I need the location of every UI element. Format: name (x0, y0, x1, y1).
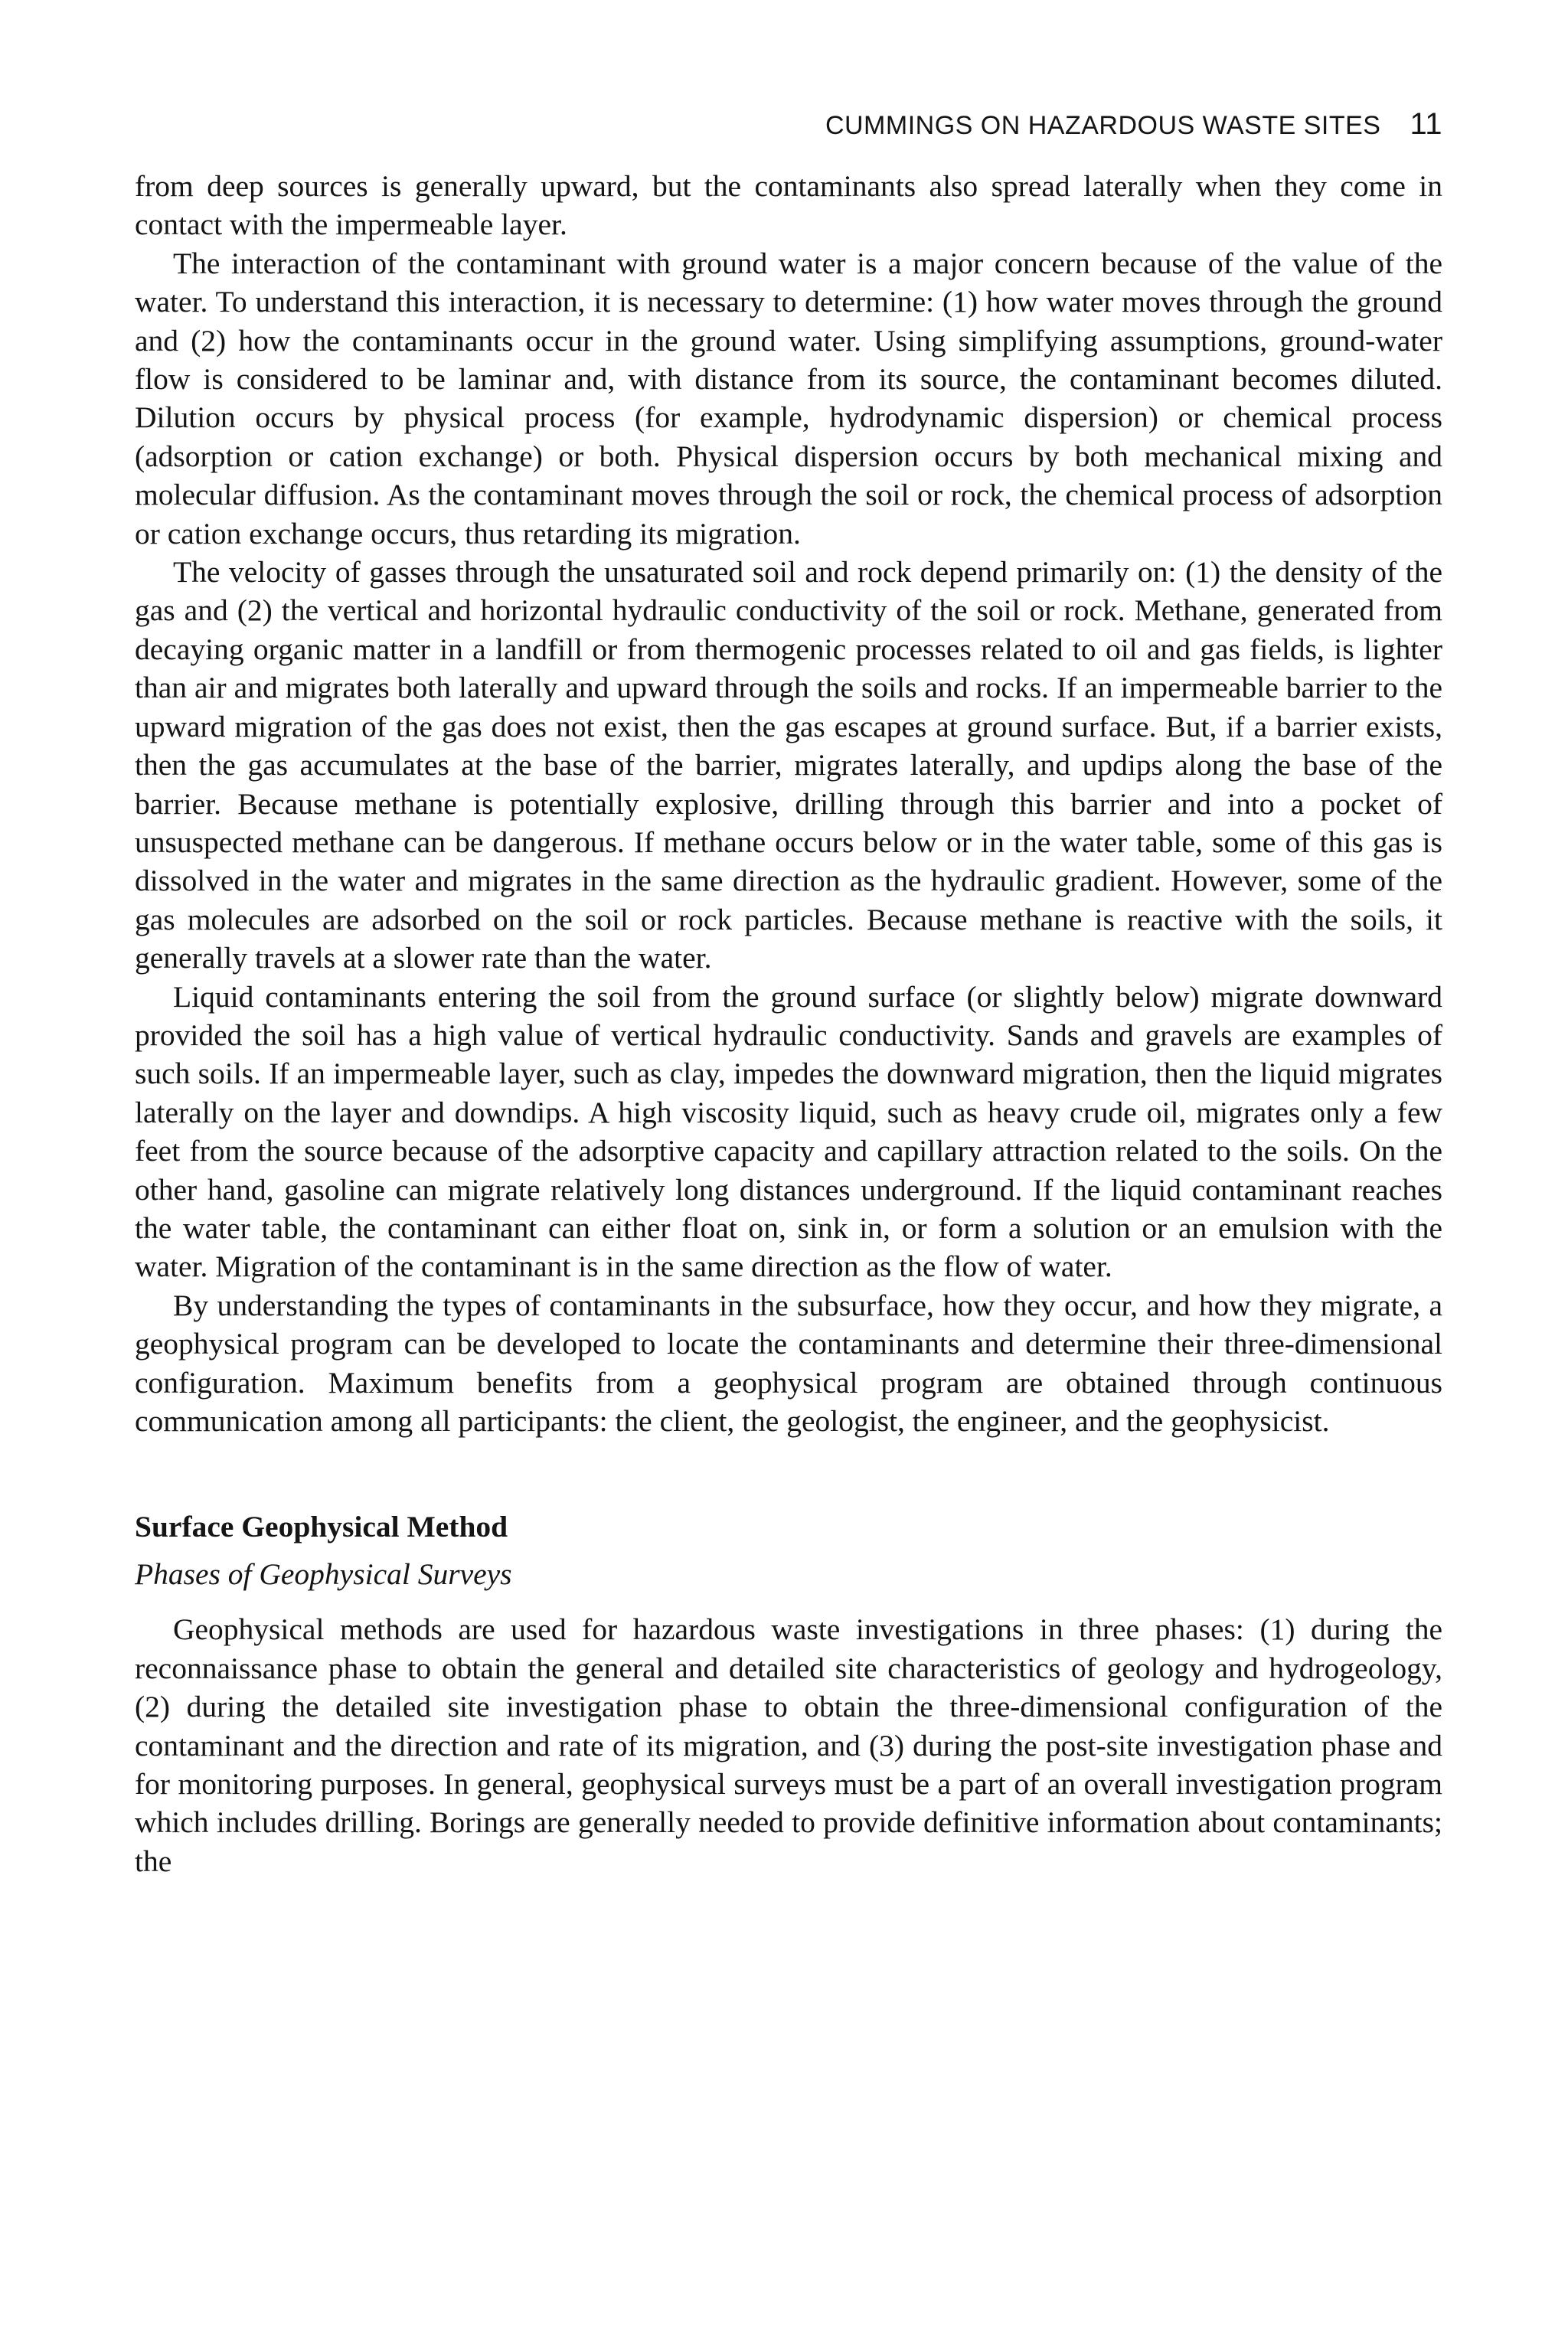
paragraph-geophysical-program: By understanding the types of contaminants in the subsurface, how they occur, and how they migrate, a geophysical program can be developed to locate the contaminants and determine their three-dimensional configuration. Maximum benefits from a geophysical program are obtained through continuous communication among all participants: the client, the geologist, the engineer, and the geophysicist. (135, 1288, 1442, 1438)
paragraph-contaminant-groundwater: The interaction of the contaminant with ground water is a major concern because of the value of the water. To understand this interaction, it is necessary to determine: (1) how water moves through the ground and (2) how the contaminants occur in the ground water. Using simplifying assumptions, ground-water flow is considered to be laminar and, with distance from its source, the contaminant becomes diluted. Dilution occurs by physical process (for example, hydrodynamic dispersion) or chemical process (adsorption or cation exchange) or both. Physical dispersion occurs by both mechanical mixing and molecular diffusion. As the contaminant moves through the soil or rock, the chemical process of adsorption or cation exchange occurs, thus retarding its migration. (135, 246, 1442, 550)
subsection-heading: Phases of Geophysical Surveys (135, 1557, 512, 1592)
running-header (135, 107, 1442, 158)
page-number: 11 (1410, 107, 1442, 141)
section-heading: Surface Geophysical Method (135, 1510, 508, 1544)
page (135, 107, 1442, 1880)
running-title: CUMMINGS ON HAZARDOUS WASTE SITES (825, 111, 1381, 140)
paragraph-gas-velocity: The velocity of gasses through the unsaturated soil and rock depend primarily on: (1) the density of the gas and (2) the vertical and horizontal hydraulic conductivity of the soil or rock. Methane, generated from decaying organic matter in a landfill or from thermogenic processes related to oil and gas fields, is lighter than air and migrates both laterally and upward through the soils and rocks. If an impermeable barrier to the upward migration of the gas does not exist, then the gas escapes at ground surface. But, if a barrier exists, then the gas accumulates at the base of the barrier, migrates laterally, and updips along the base of the barrier. Because methane is potentially explosive, drilling through this barrier and into a pocket of unsuspected methane can be dangerous. If methane occurs below or in the water table, some of this gas is dissolved in the water and migrates in the same direction as the hydraulic gradient. However, some of the gas molecules are adsorbed on the soil or rock particles. Because methane is reactive with the soils, it generally travels at a slower rate than the water. (135, 555, 1442, 975)
section-body-text (135, 1610, 1442, 1880)
paragraph-liquid-contaminants: Liquid contaminants entering the soil from the ground surface (or slightly below) migrate downward provided the soil has a high value of vertical hydraulic conductivity. Sands and gravels are examples of such soils. If an impermeable layer, such as clay, impedes the downward migration, then the liquid migrates laterally on the layer and downdips. A high viscosity liquid, such as heavy crude oil, migrates only a few feet from the source because of the adsorptive capacity and capillary attraction related to the soils. On the other hand, gasoline can migrate relatively long distances underground. If the liquid contaminant reaches the water table, the contaminant can either float on, sink in, or form a solution or an emulsion with the water. Migration of the contaminant is in the same direction as the flow of water. (135, 979, 1442, 1284)
paragraph-phases: Geophysical methods are used for hazardous waste investigations in three phases: (1) during the reconnaissance phase to obtain the general and detailed site characteristics of geology and hydrogeology, (2) during the detailed site investigation phase to obtain the three-dimensional configuration of the contaminant and the direction and rate of its migration, and (3) during the post-site investigation phase and for monitoring purposes. In general, geophysical surveys must be a part of an overall investigation program which includes drilling. Borings are generally needed to provide definitive information about contaminants; the (135, 1612, 1442, 1878)
body-text (135, 167, 1442, 1440)
paragraph-continuation: from deep sources is generally upward, but the contaminants also spread laterally when they come in contact with the impermeable layer. (135, 169, 1442, 242)
